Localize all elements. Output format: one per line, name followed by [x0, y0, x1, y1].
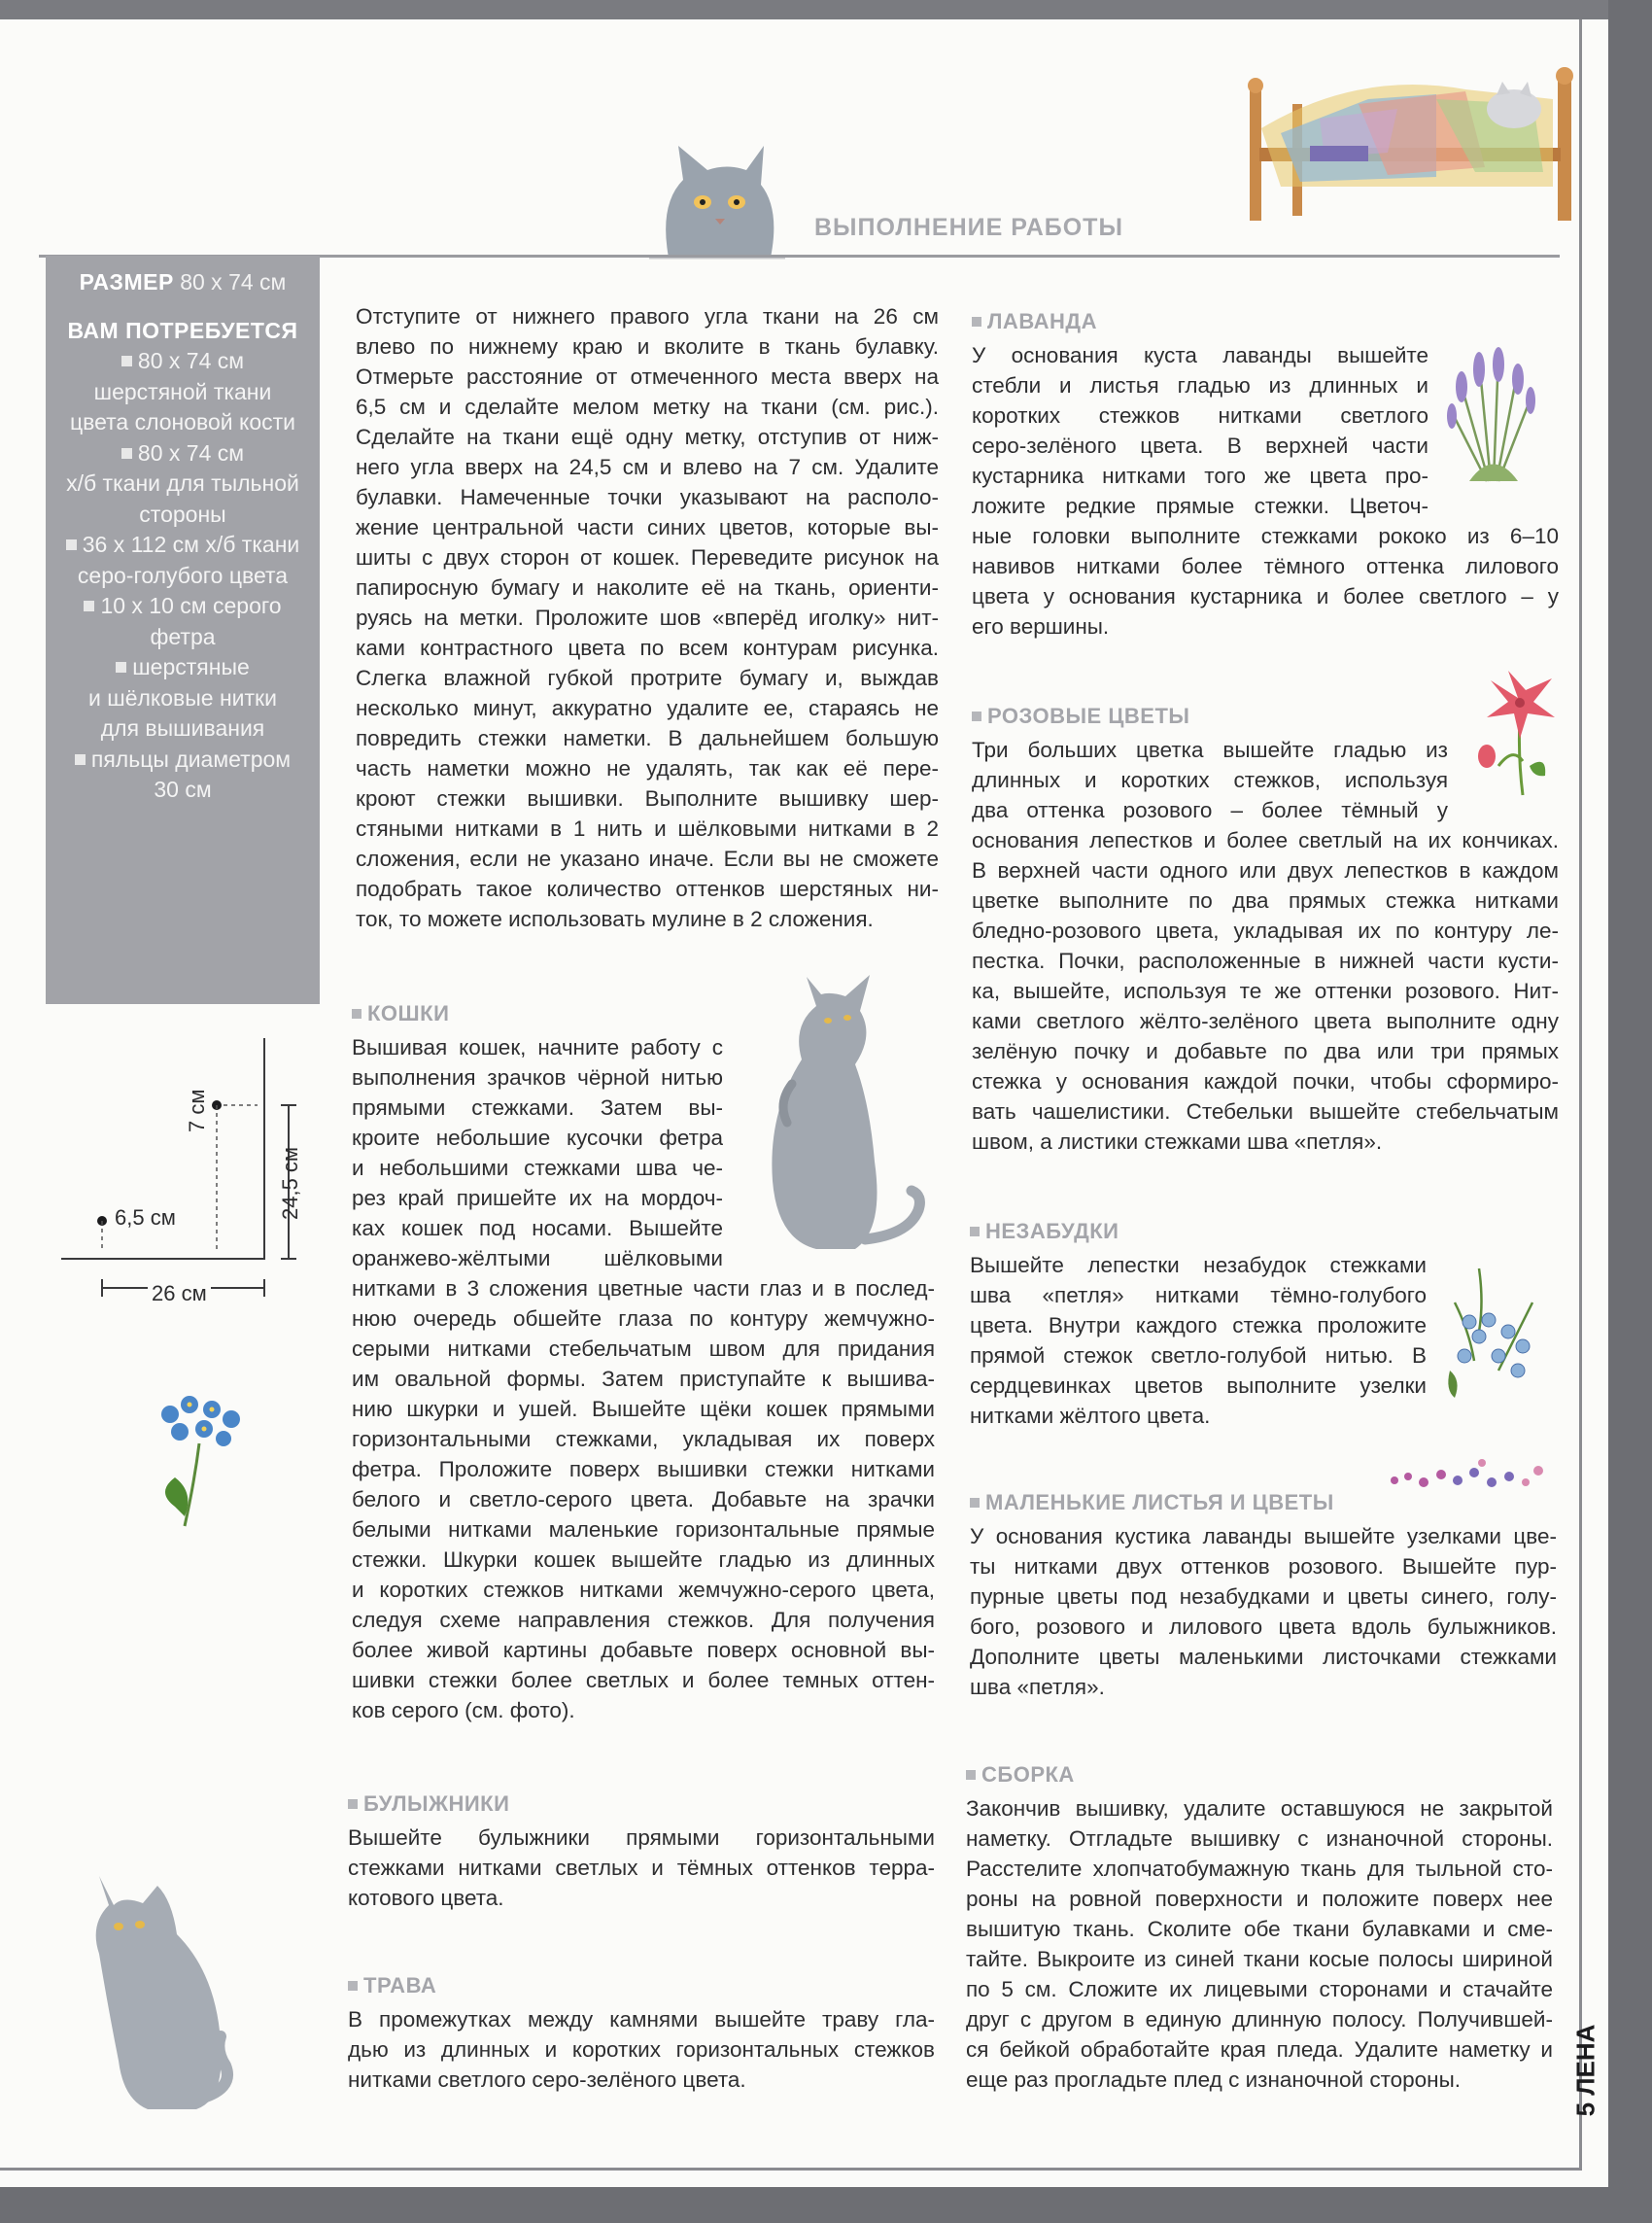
- text-line: пестка. Почки, расположенные в нижней части кусти-: [972, 949, 1559, 973]
- forget-me-not-illustration: [146, 1385, 253, 1526]
- text-line: В верхней части одного или двух лепестков в каждом: [972, 858, 1559, 883]
- cobbles-text: [348, 1823, 935, 1913]
- text-line: цвета. Внутри каждого стежка проложите: [970, 1313, 1427, 1337]
- text-line: вать чашелистики. Стебельки вышейте стебельчатым: [972, 1099, 1559, 1124]
- intro-text: [356, 301, 939, 934]
- text-line: цвета у основания кустарника и более светлого – у: [972, 584, 1559, 608]
- text-line: Три больших цветка вышейте гладью из: [972, 738, 1448, 762]
- text-line: коротких стежков нитками светлого: [972, 403, 1428, 428]
- dim-7cm: 7 см: [185, 1089, 209, 1132]
- text-line: жение центральной части синих цветов, которые вы-: [356, 515, 939, 539]
- page-number: 5 ЛЕНА: [1570, 2024, 1600, 2117]
- grass-heading: ТРАВА: [348, 1973, 436, 1998]
- text-line: вышитую ткань. Сколите обе ткани булавками и сме-: [966, 1917, 1553, 1941]
- assembly-text: [966, 1793, 1553, 2095]
- text-line: ков серого (см. фото).: [352, 1698, 575, 1722]
- text-line: два оттенка розового – более тёмный у: [972, 798, 1448, 822]
- text-line: белого и светло-серого цвета. Добавьте на зрачки: [352, 1487, 935, 1511]
- needs-item-line: 80 x 74 см: [46, 438, 320, 469]
- text-line: по 5 см. Сложите их лицевыми сторонами и стачайте: [966, 1977, 1553, 2001]
- needs-item-line: для вышивания: [100, 715, 265, 741]
- text-line: ложите редкие прямые стежки. Цветоч-: [972, 494, 1428, 518]
- needs-item-line: шерстяной ткани: [93, 378, 272, 404]
- small-leaves-text: [970, 1521, 1557, 1702]
- needs-heading: ВАМ ПОТРЕБУЕТСЯ: [67, 317, 298, 343]
- text-line: кустарника нитками того же цвета про-: [972, 464, 1428, 488]
- text-line: Вышейте булыжники прямыми горизонтальными: [348, 1825, 935, 1850]
- text-line: ты нитками двух оттенков розового. Вышейте пур-: [970, 1554, 1557, 1579]
- text-line: ками контрастного цвета по всем контурам рисунка.: [356, 636, 939, 660]
- needs-item-line: пяльцы диаметром: [46, 745, 320, 776]
- text-line: зелёную почку и добавьте по два или три прямых: [972, 1039, 1559, 1063]
- bullet-square: [84, 601, 94, 611]
- text-line: и коротких стежков нитками жемчужно-серого цвета,: [352, 1578, 935, 1602]
- text-line: часть наметки можно не удалять, так как её пере-: [356, 756, 939, 781]
- needs-item-line: стороны: [139, 501, 226, 527]
- size-label: РАЗМЕР: [79, 269, 174, 295]
- text-line: подобрать такое количество оттенков шерстяных ни-: [356, 877, 939, 901]
- text-line: В промежутках между камнями вышейте траву гла-: [348, 2007, 935, 2032]
- text-line: него угла вверх на 24,5 см и влево на 7 см. Удалите: [356, 455, 939, 479]
- text-line: основания лепестков и более светлый на их кончиках.: [972, 828, 1559, 852]
- text-line: шивки стежки более светлых и более темных оттен-: [352, 1668, 935, 1692]
- standing-cat-illustration: [739, 967, 933, 1259]
- needs-item-line: х/б ткани для тыльной: [66, 470, 299, 496]
- text-line: руясь на метки. Проложите шов «вперёд иголку» нит-: [356, 606, 939, 630]
- text-line: более живой картины добавьте поверх основной вы-: [352, 1638, 935, 1662]
- text-line: оранжево-жёлтыми шёлковыми: [352, 1246, 723, 1270]
- text-line: еще раз прогладьте плед с изнаночной стороны.: [966, 2067, 1462, 2092]
- dim-6-5cm: 6,5 см: [115, 1205, 176, 1230]
- text-line: стяными нитками в 1 нить и шёлковыми нитками в 2: [356, 816, 939, 841]
- text-line: папиросную бумагу и наколите её на ткань, ориенти-: [356, 575, 939, 600]
- bullet-square: [121, 448, 132, 459]
- cat-peeking-illustration: [649, 136, 785, 258]
- forget-me-nots-heading: НЕЗАБУДКИ: [970, 1219, 1119, 1244]
- text-line: прямыми стежками. Затем вы-: [352, 1095, 723, 1120]
- text-line: фетра. Проложите поверх вышивки стежки нитками: [352, 1457, 935, 1481]
- materials-sidebar: [46, 256, 320, 1004]
- text-line: ках кошек под носами. Вышейте: [352, 1216, 723, 1240]
- text-line: нитками жёлтого цвета.: [970, 1404, 1211, 1428]
- bullet-square: [66, 539, 77, 550]
- text-line: стебли и листья гладью из длинных и: [972, 373, 1428, 398]
- needs-item-line: 10 x 10 см серого: [46, 591, 320, 622]
- size-line: [46, 267, 320, 298]
- size-value: 80 x 74 см: [180, 269, 287, 295]
- text-line: белыми нитками маленькие горизонтальные прямые: [352, 1517, 935, 1542]
- text-line: пурные цветы под незабудками и цветы синего, голу-: [970, 1584, 1557, 1609]
- pink-flowers-heading: РОЗОВЫЕ ЦВЕТЫ: [972, 704, 1189, 729]
- dim-24-5cm: 24,5 см: [278, 1146, 302, 1220]
- text-line: 6,5 см и сделайте мелом метку на ткани (см. рис.).: [356, 395, 939, 419]
- text-line: сложения, если не указано иначе. Если вы не сможете: [356, 847, 939, 871]
- text-line: выполнения зрачков чёрной нитью: [352, 1065, 723, 1090]
- text-line: У основания куста лаванды вышейте: [972, 343, 1428, 367]
- text-line: горизонтальными стежками, укладывая их поверх: [352, 1427, 935, 1451]
- cats-heading: КОШКИ: [352, 1001, 449, 1026]
- text-line: несколько минут, аккуратно удалите ее, стараясь не: [356, 696, 939, 720]
- text-line: ные головки выполните стежками рококо из 6–10: [972, 524, 1559, 548]
- text-line: длинных и коротких стежков, используя: [972, 768, 1448, 792]
- text-line: ся бейкой обработайте края пледа. Удалите наметку и: [966, 2037, 1553, 2062]
- text-line: следуя схеме направления стежков. Для получения: [352, 1608, 935, 1632]
- cobbles-heading: БУЛЫЖНИКИ: [348, 1791, 509, 1817]
- text-line: ка, вышейте, используя те же оттенки розового. Нит-: [972, 979, 1559, 1003]
- right-margin-band: [1608, 0, 1652, 2223]
- text-line: Дополните цветы маленькими листочками стежками: [970, 1645, 1557, 1669]
- needs-item-line: 36 x 112 см х/б ткани: [46, 530, 320, 561]
- cats-text-narrow: [352, 1032, 723, 1273]
- text-line: нюю очередь обшейте глаза по контуру жемчужно-: [352, 1306, 935, 1331]
- text-line: нию шкурки и ушей. Вышейте щёки кошек прямыми: [352, 1397, 935, 1421]
- needs-item-line: фетра: [150, 623, 216, 649]
- text-line: друг с другом в единую длинную полосу. Получившей-: [966, 2007, 1553, 2032]
- text-line: кроют стежки вышивки. Выполните вышивку шер-: [356, 786, 939, 811]
- forget-me-nots-text: [970, 1250, 1427, 1431]
- text-line: Сделайте на ткани ещё одну метку, отступив от ниж-: [356, 425, 939, 449]
- text-line: нитками светлого серо-зелёного цвета.: [348, 2067, 746, 2092]
- text-line: стежки. Шкурки кошек вышейте гладью из длинных: [352, 1547, 935, 1572]
- bottom-margin-band: [0, 2187, 1652, 2223]
- text-line: Отступите от нижнего правого угла ткани на 26 см: [356, 304, 939, 329]
- needs-item-line: 80 x 74 см: [46, 346, 320, 377]
- assembly-heading: СБОРКА: [966, 1762, 1075, 1788]
- text-line: тайте. Выкроите из синей ткани косые полосы шириной: [966, 1947, 1553, 1971]
- text-line: дью из длинных и коротких горизонтальных стежков: [348, 2037, 935, 2062]
- bullet-square: [121, 356, 132, 366]
- text-line: роны на ровной поверхности и положите поверх нее: [966, 1887, 1553, 1911]
- text-line: котового цвета.: [348, 1886, 504, 1910]
- text-line: ками светлого жёлто-зелёного цвета выполните одну: [972, 1009, 1559, 1033]
- text-line: его вершины.: [972, 614, 1110, 639]
- text-line: серо-зелёного цвета. В верхней части: [972, 434, 1428, 458]
- text-line: им овальной формы. Затем приступайте к вышива-: [352, 1367, 935, 1391]
- text-line: влево по нижнему краю и вколите в ткань булавку.: [356, 334, 939, 359]
- text-line: шиты с двух сторон от кошек. Переведите рисунок на: [356, 545, 939, 570]
- cats-text-full: [352, 1273, 935, 1725]
- text-line: бледно-розового цвета, укладывая их по контуру ле-: [972, 919, 1559, 943]
- needs-item-line: серо-голубого цвета: [77, 562, 289, 588]
- needs-item-line: и шёлковые нитки: [88, 684, 277, 711]
- text-line: булавки. Намеченные точки указывают на располо-: [356, 485, 939, 509]
- bed-with-cat-illustration: [1242, 60, 1592, 226]
- text-line: ток, то можете использовать мулине в 2 сложения.: [356, 907, 874, 931]
- needs-item-line: цвета слоновой кости: [69, 409, 296, 434]
- text-line: прямой стежок светло-голубой нитью. В: [970, 1343, 1427, 1368]
- text-line: навивов нитками более тёмного оттенка лилового: [972, 554, 1559, 578]
- bullet-square: [116, 662, 126, 673]
- text-line: и небольшими стежками шва че-: [352, 1156, 723, 1180]
- text-line: Слегка влажной губкой протрите бумагу и, выждав: [356, 666, 939, 690]
- text-line: швом, а листики стежками шва «петля».: [972, 1129, 1383, 1154]
- text-line: сердцевинках цветов выполните узелки: [970, 1373, 1427, 1398]
- text-line: Отмерьте расстояние от отмеченного места вверх на: [356, 365, 939, 389]
- forget-me-nots-right-illustration: [1440, 1264, 1547, 1400]
- bullet-square: [75, 754, 86, 765]
- small-leaves-heading: МАЛЕНЬКИЕ ЛИСТЬЯ И ЦВЕТЫ: [970, 1490, 1334, 1515]
- text-line: нитками в 3 сложения цветные части глаз и в послед-: [352, 1276, 935, 1301]
- text-line: наметку. Отгладьте вышивку с изнаночной стороны.: [966, 1826, 1553, 1851]
- text-line: шва «петля».: [970, 1675, 1105, 1699]
- lavender-text: [972, 340, 1559, 642]
- text-line: бого, розового и лилового цвета вдоль булыжников.: [970, 1615, 1557, 1639]
- text-line: стежками нитками светлых и тёмных оттенков терра-: [348, 1856, 935, 1880]
- pink-flowers-text: [972, 735, 1559, 1157]
- text-line: цветке выполните по два прямых стежка нитками: [972, 888, 1559, 913]
- needs-list: [46, 346, 320, 806]
- needs-item-line: шерстяные: [46, 652, 320, 683]
- small-flowers-illustration: [1385, 1453, 1550, 1497]
- dim-26cm: 26 см: [148, 1281, 211, 1306]
- text-line: серыми нитками стебельчатым швом для придания: [352, 1337, 935, 1361]
- text-line: повредить стежки наметки. В дальнейшем большую: [356, 726, 939, 750]
- text-line: шва «петля» нитками тёмно-голубого: [970, 1283, 1427, 1307]
- page-title: ВЫПОЛНЕНИЕ РАБОТЫ: [814, 214, 1123, 241]
- grass-text: [348, 2004, 935, 2095]
- text-line: Вышивая кошек, начните работу с: [352, 1035, 723, 1059]
- text-line: Вышейте лепестки незабудок стежками: [970, 1253, 1427, 1277]
- text-line: стежка у основания каждой почки, чтобы сформиро-: [972, 1069, 1559, 1094]
- text-line: Закончив вышивку, удалите оставшуюся не закрытой: [966, 1796, 1553, 1821]
- text-line: рез край пришейте их на мордоч-: [352, 1186, 723, 1210]
- text-line: Расстелите хлопчатобумажную ткань для тыльной сто-: [966, 1857, 1553, 1881]
- needs-item-line: 30 см: [154, 777, 212, 802]
- text-line: У основания кустика лаванды вышейте узелками цве-: [970, 1524, 1557, 1548]
- lavender-heading: ЛАВАНДА: [972, 309, 1097, 334]
- sitting-cat-illustration: [80, 1866, 245, 2129]
- text-line: кроите небольшие кусочки фетра: [352, 1126, 723, 1150]
